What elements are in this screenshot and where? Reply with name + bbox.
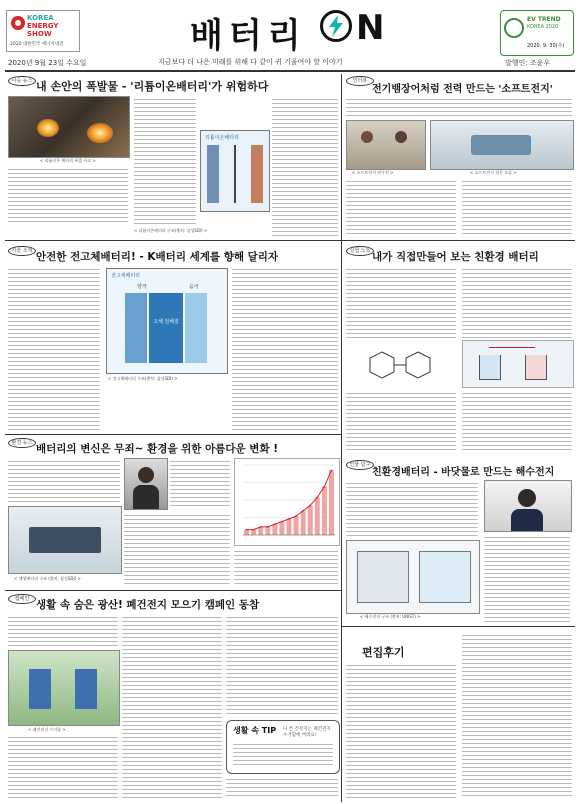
- chart-point: [281, 521, 283, 523]
- article-body: [346, 266, 456, 338]
- explosion-photo: [8, 96, 130, 158]
- article-tag: 캠페인: [8, 594, 36, 604]
- article-body: [8, 166, 128, 224]
- soft-battery-photo: [430, 120, 574, 170]
- masthead-slogan: 지금보다 더 나은 미래를 위해 다 같이 귀 기울여야 할 이야기: [158, 58, 343, 66]
- article-body: [346, 178, 456, 236]
- person-icon: [361, 131, 373, 143]
- chart-point: [288, 518, 290, 520]
- newspaper-title: [190, 8, 390, 56]
- chart-svg: [235, 459, 339, 545]
- article-tag: 환경 뉴스: [8, 438, 36, 448]
- recycled-battery-photo: [8, 506, 122, 574]
- chart-point: [316, 496, 318, 498]
- chart-bar: [287, 519, 292, 535]
- bin-icon: [29, 669, 51, 709]
- article-body: [484, 534, 570, 622]
- masthead-date: 2020년 9월 23일 수요일: [8, 59, 87, 67]
- article-body: [8, 614, 118, 648]
- article-tag: 이슈 뉴스: [8, 76, 36, 86]
- chart-bar: [322, 487, 327, 535]
- article-body: [346, 96, 572, 118]
- article-title: 안전한 전고체배터리! - K배터리 세계를 향해 달리자: [36, 251, 279, 263]
- tip-body: [233, 741, 333, 767]
- electrode-left: [207, 145, 219, 203]
- lightning-bolt-icon: [320, 10, 352, 42]
- neg-label: 음극: [189, 284, 199, 290]
- growth-chart: [234, 458, 340, 546]
- chart-bar: [308, 505, 313, 535]
- person-icon: [395, 131, 407, 143]
- section-divider: [5, 434, 341, 435]
- researchers-photo: [346, 120, 426, 170]
- article-title: 배터리의 변신은 무죄~ 환경을 위한 아름다운 변화 !: [36, 443, 279, 455]
- separator: [234, 145, 236, 203]
- chart-point: [260, 526, 262, 528]
- badge-circle-icon: [504, 18, 524, 38]
- person-body: [511, 509, 543, 531]
- article-tag: 인터뷰: [346, 76, 374, 86]
- article-title: 전기뱀장어처럼 전력 만드는 '소프트전지': [372, 84, 553, 95]
- diagram-box: [357, 551, 409, 603]
- molecule-diagram: [352, 344, 448, 384]
- logo-line3: SHOW: [27, 30, 52, 38]
- diagram-box: [419, 551, 471, 603]
- chart-bar: [294, 516, 299, 535]
- masthead-rule: [5, 70, 575, 72]
- column-divider: [341, 74, 342, 456]
- masthead-publisher: 발행인: 조윤우: [505, 59, 551, 67]
- logo-line2: ENERGY: [27, 22, 59, 30]
- chart-bar: [265, 527, 270, 535]
- photo-caption: < 리튬이온 배터리 폭발 사고 >: [40, 158, 96, 163]
- article-body: [234, 548, 338, 586]
- battery-structure-diagram: [200, 130, 270, 212]
- diagram-caption: < 리튬이온배터리 구조(출처: 삼성SDI) >: [134, 228, 208, 233]
- electrode-right: [251, 145, 263, 203]
- badge-line2: KOREA 2020: [527, 24, 559, 30]
- person-icon: [518, 489, 536, 507]
- article-tag: 인물 탐구: [346, 460, 374, 470]
- article-title: 친환경배터리 - 바닷물로 만드는 해수전지: [372, 467, 555, 478]
- article-body: [8, 734, 118, 798]
- title-text: 배터리: [190, 16, 307, 56]
- badge-date: 2020. 9. 30(수): [527, 43, 565, 49]
- chart-point: [274, 523, 276, 525]
- article-tag: 실험 노트: [346, 246, 374, 256]
- photo-caption: < 소프트전지 연구진 >: [352, 170, 394, 175]
- editor-note-title: 편집후기: [362, 646, 405, 659]
- event-logo: [6, 10, 80, 52]
- chart-point: [323, 486, 325, 488]
- article-body: [272, 96, 338, 236]
- battery-experiment-sketch: [462, 340, 574, 388]
- electrode-left: [125, 293, 147, 363]
- diagram-label: 전고체배터리: [111, 273, 140, 279]
- article-title: 생활 속 숨은 광산! 폐건전지 모으기 캠페인 동참: [36, 599, 260, 611]
- cup-icon: [479, 355, 501, 380]
- photo-caption: < 재생배터리 구조 (출처: 삼성SDI) >: [14, 576, 81, 581]
- fire-icon: [87, 123, 113, 143]
- chart-point: [302, 510, 304, 512]
- article-body: [346, 480, 478, 538]
- article-title: 내가 직접만들어 보는 친환경 배터리: [372, 251, 539, 263]
- cup-icon: [525, 355, 547, 380]
- article-title: 내 손안의 폭발물 - '리튬이온배터리'가 위험하다: [36, 80, 269, 93]
- event-badge: [500, 10, 574, 56]
- bin-icon: [75, 669, 97, 709]
- article-body: [8, 458, 120, 504]
- chart-point: [267, 526, 269, 528]
- article-body: [462, 178, 572, 236]
- chart-bar: [315, 497, 320, 535]
- chart-bar: [301, 511, 306, 535]
- person-body: [133, 485, 159, 509]
- diagram-caption: < 해수전지 구조 (출처: UNIST) >: [360, 614, 421, 619]
- article-body: [134, 96, 196, 224]
- chart-point: [246, 529, 248, 531]
- photo-caption: < 소프트전지 작동 모습 >: [470, 170, 517, 175]
- article-tag: 기술 소개: [8, 246, 36, 256]
- section-divider: [5, 240, 575, 241]
- chart-bar: [279, 522, 284, 535]
- electrolyte-label: 고체 전해질: [153, 319, 179, 325]
- article-body: [346, 662, 456, 798]
- section-divider: [5, 590, 341, 591]
- article-body: [462, 632, 572, 798]
- chart-point: [253, 529, 255, 531]
- article-body: [8, 266, 100, 430]
- article-body: [124, 512, 230, 586]
- article-body: [232, 266, 338, 430]
- tip-box: [226, 720, 340, 774]
- device-shape: [471, 135, 531, 155]
- column-divider: [341, 456, 342, 626]
- chart-bar: [272, 524, 277, 535]
- chart-point: [331, 469, 333, 471]
- person-photo: [124, 458, 168, 510]
- title-n: N: [356, 8, 385, 48]
- chart-bar: [258, 527, 263, 535]
- diagram-caption: < 전고체배터리 구조(출처: 삼성SDI) >: [108, 376, 178, 381]
- seawater-battery-diagram: [346, 540, 480, 614]
- article-body: [122, 614, 222, 798]
- electrode-right: [185, 293, 207, 363]
- solid-state-diagram: [106, 268, 228, 374]
- logo-line1: KOREA: [27, 14, 54, 22]
- tip-text: 다 쓴 건전지는 폐건전지 수거함에 버려요!: [283, 727, 331, 738]
- chart-point: [295, 515, 297, 517]
- article-body: [462, 390, 572, 450]
- column-divider: [341, 626, 342, 802]
- diagram-label: 리튬이온배터리: [205, 135, 239, 141]
- pos-label: 양극: [137, 284, 147, 290]
- fire-icon: [37, 119, 59, 137]
- researcher-photo: [484, 480, 572, 532]
- electrolyte-block: [149, 293, 183, 363]
- article-body: [170, 458, 230, 508]
- article-body: [226, 614, 338, 716]
- logo-sub: 2020 대한민국 에너지대전: [10, 42, 64, 47]
- logo-mark-inner-icon: [15, 20, 21, 26]
- tip-title: 생활 속 TIP: [233, 726, 277, 735]
- article-body: [226, 776, 338, 798]
- collection-box-photo: [8, 650, 120, 726]
- article-body: [462, 266, 572, 338]
- battery-pack-icon: [29, 527, 101, 553]
- article-body: [346, 390, 456, 450]
- wire: [489, 347, 535, 348]
- chart-point: [309, 504, 311, 506]
- chart-bar: [329, 470, 334, 535]
- person-icon: [138, 467, 154, 483]
- badge-line1: EV TREND: [527, 16, 561, 23]
- photo-caption: < 폐건전지 수거함 >: [28, 727, 66, 732]
- section-divider: [341, 626, 575, 627]
